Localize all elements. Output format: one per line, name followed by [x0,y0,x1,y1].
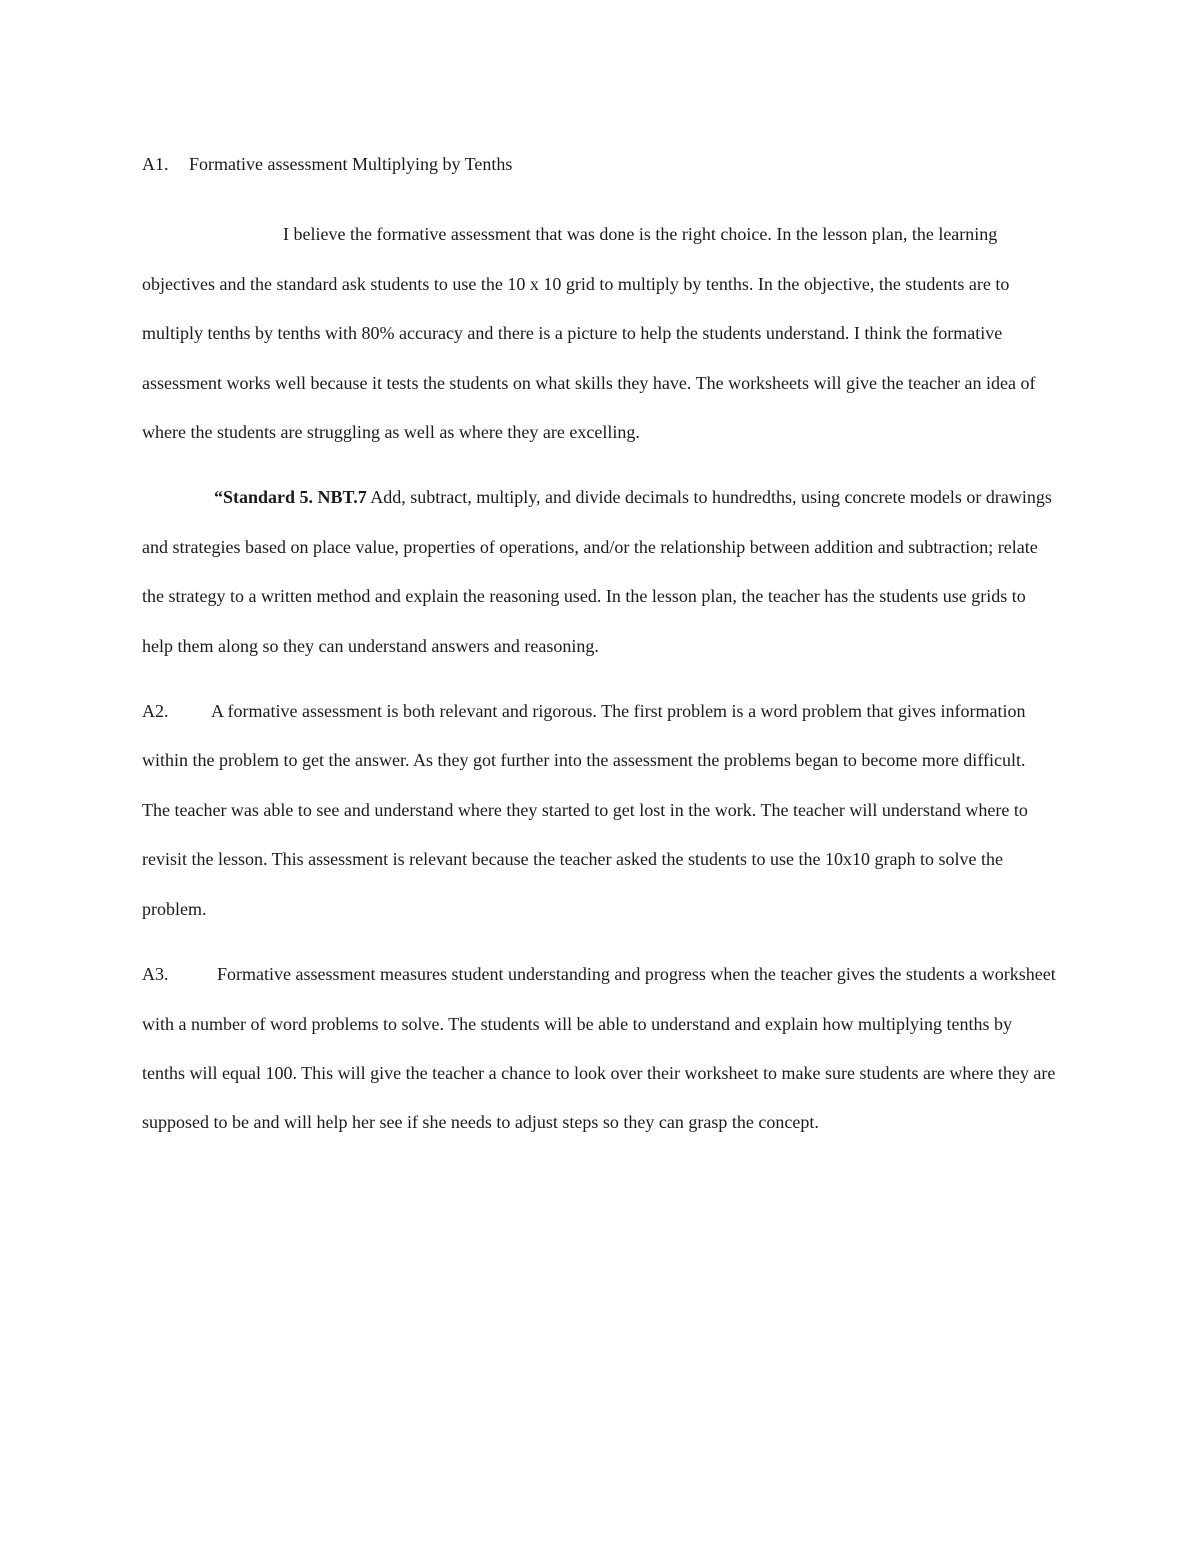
section-a3-label: A3. [142,964,169,985]
section-a2-paragraph [142,687,1057,934]
section-a3-paragraph [142,950,1057,1148]
standard-text: Add, subtract, multiply, and divide decimals to hundredths, using concrete models or drawings and strategies based on place value, properties of operations, and/or the relationship between addition and subtraction; relate the strategy to a written method and explain the reasoning used. In the lesson plan, the teacher has the students use grids to help them along so they can understand answers and reasoning. [142,487,1052,656]
section-a1-title: Formative assessment Multiplying by Tenths [189,154,513,174]
document-page [142,140,1057,1148]
section-a2-text: A formative assessment is both relevant and rigorous. The first problem is a word problem that gives information within the problem to get the answer. As they got further into the assessment the problems began to become more difficult. The teacher was able to see and understand where they started to get lost in the work. The teacher will understand where to revisit the lesson. This assessment is relevant because the teacher asked the students to use the 10x10 graph to solve the problem. [142,701,1028,919]
section-a1-paragraph: I believe the formative assessment that was done is the right choice. In the lesson plan, the learning objectives and the standard ask students to use the 10 x 10 grid to multiply by tenths. In the objective, the students are to multiply tenths by tenths with 80% accuracy and there is a picture to help the students understand. I think the formative assessment works well because it tests the students on what skills they have. The worksheets will give the teacher an idea of where the students are struggling as well as where they are excelling. [142,224,1036,443]
section-a1-label: A1. [142,154,169,174]
section-a3-text: Formative assessment measures student understanding and progress when the teacher gives the students a worksheet with a number of word problems to solve. The students will be able to understand and explain how multiplying tenths by tenths will equal 100. This will give the teacher a chance to look over their worksheet to make sure students are where they are supposed to be and will help her see if she needs to adjust steps so they can grasp the concept. [142,964,1056,1133]
standard-label: “Standard 5. NBT.7 [214,487,367,508]
section-a2-label: A2. [142,701,169,722]
section-a1-heading [142,140,1057,189]
standard-paragraph [142,473,1057,671]
